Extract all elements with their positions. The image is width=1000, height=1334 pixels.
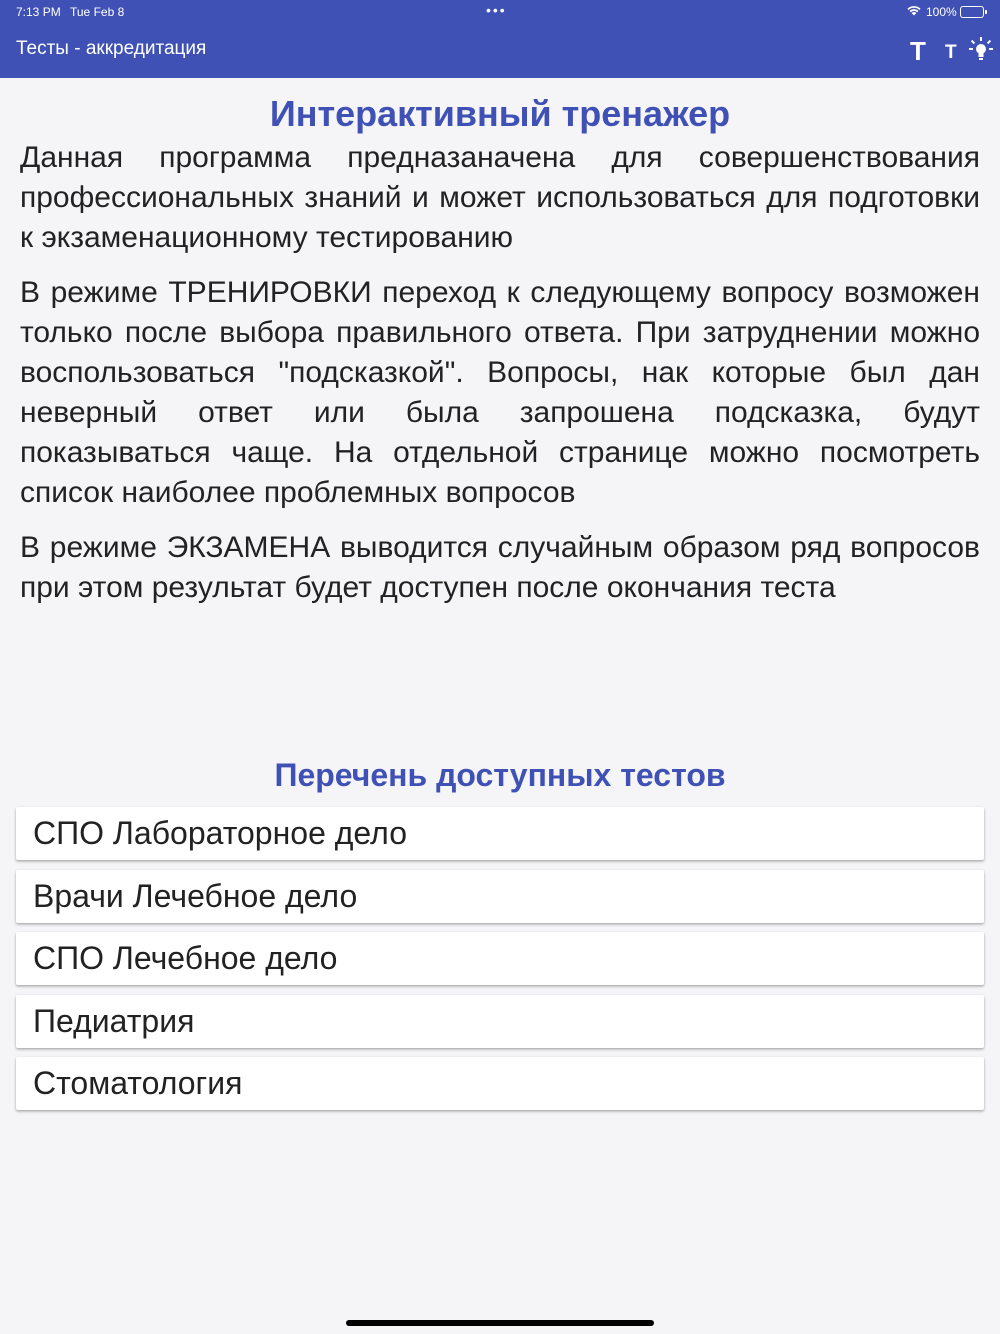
wifi-icon	[906, 4, 922, 16]
top-bar	[0, 0, 1000, 78]
tests-heading: Перечень доступных тестов	[274, 757, 726, 793]
status-bar	[0, 0, 1000, 24]
exam-mode-paragraph: В режиме ЭКЗАМЕНА выводится случайным образом ряд вопросов при этом результат будет доступен после окончания теста	[20, 531, 980, 604]
font-increase-icon[interactable]: T	[910, 36, 926, 66]
tests-list	[16, 807, 984, 1120]
test-item-spo-general[interactable]: СПО Лечебное дело	[16, 932, 984, 985]
battery-icon	[960, 6, 984, 18]
status-date: Tue Feb 8	[70, 5, 125, 19]
battery-percent: 100%	[926, 5, 957, 19]
multitask-dots-icon[interactable]: •••	[486, 2, 507, 18]
font-decrease-icon[interactable]: T	[945, 42, 957, 63]
intro-section	[20, 90, 980, 623]
training-mode-paragraph: В режиме ТРЕНИРОВКИ переход к следующему вопросу возможен только после выбора правильного ответа. При затруднении можно воспользоваться "подсказкой". Вопросы, нак которые был дан неверный ответ или была запрошена подсказка, будут показываться чаще. На отдельной странице можно посмотреть список наиболее проблемных вопросов	[20, 276, 980, 509]
status-time: 7:13 PM	[16, 5, 61, 19]
test-item-dentistry[interactable]: Стоматология	[16, 1057, 984, 1110]
test-item-lab[interactable]: СПО Лабораторное дело	[16, 807, 984, 860]
app-title: Тесты - аккредитация	[16, 38, 207, 59]
test-item-pediatrics[interactable]: Педиатрия	[16, 995, 984, 1048]
intro-paragraph: Данная программа предназаначена для совершенствования профессиональных знаний и может использоваться для подготовки к экзаменационному тестированию	[20, 141, 980, 254]
test-item-doctors-general[interactable]: Врачи Лечебное дело	[16, 870, 984, 923]
home-indicator[interactable]	[346, 1320, 654, 1326]
intro-title: Интерактивный тренажер	[269, 93, 731, 134]
lightbulb-icon[interactable]	[968, 36, 994, 64]
